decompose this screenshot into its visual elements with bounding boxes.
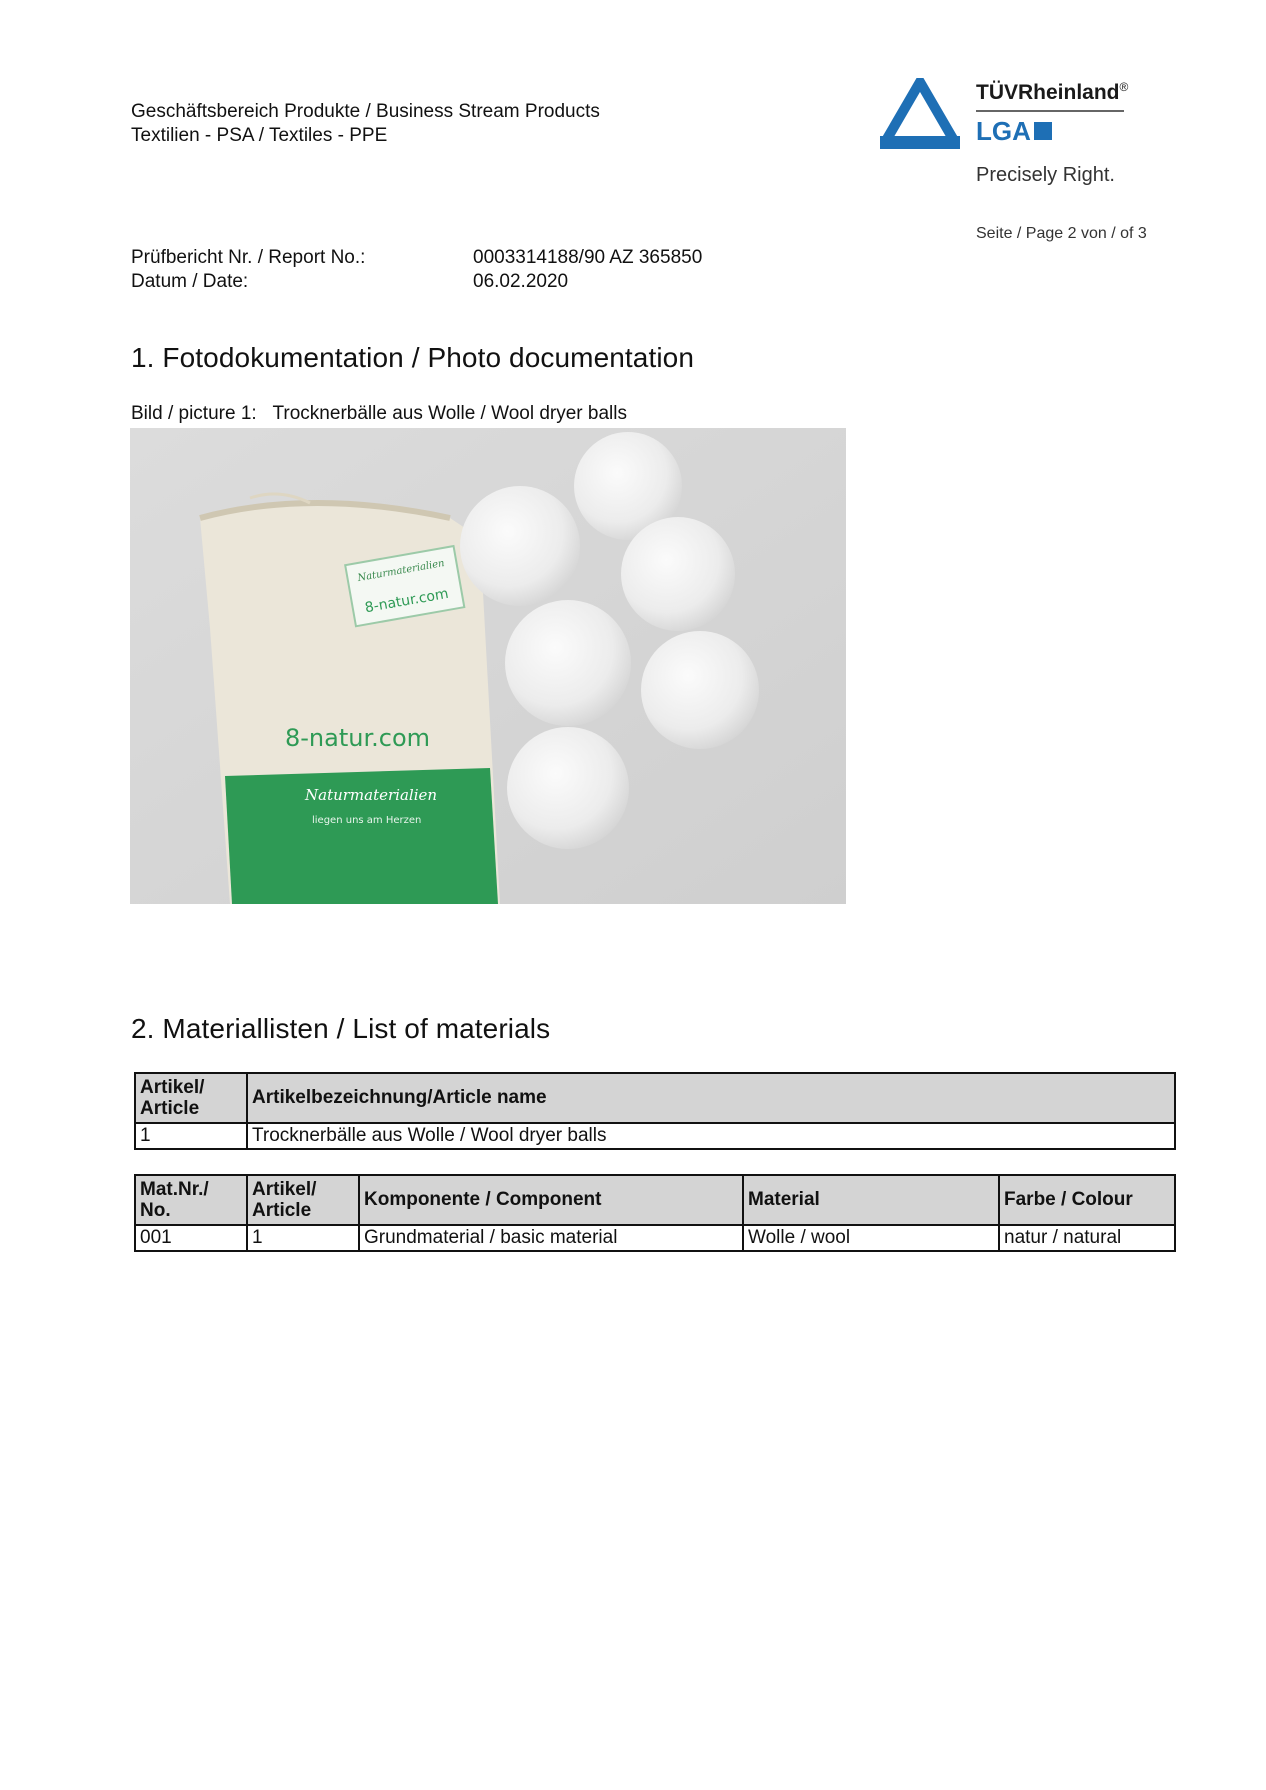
header-cell: Material bbox=[743, 1175, 999, 1225]
lga-label: LGA bbox=[976, 116, 1031, 146]
dryer-balls-photo bbox=[130, 428, 846, 904]
photo-caption bbox=[131, 403, 627, 425]
logo-divider bbox=[976, 110, 1124, 112]
tag-brand-text: 8-natur.com bbox=[363, 585, 450, 617]
report-value: 0003314188/90 AZ 365850 bbox=[473, 247, 703, 268]
table-header-row bbox=[135, 1073, 1175, 1123]
bag-brand-text: 8-natur.com bbox=[285, 724, 431, 752]
header-cell: Artikel/ Article bbox=[135, 1073, 247, 1123]
wool-ball bbox=[641, 631, 759, 749]
caption-text: Trocknerbälle aus Wolle / Wool dryer balls bbox=[272, 403, 627, 424]
report-label: Prüfbericht Nr. / Report No.: bbox=[131, 247, 366, 268]
tuv-logo bbox=[880, 74, 1150, 194]
wool-ball bbox=[507, 727, 629, 849]
division-line: Textilien - PSA / Textiles - PPE bbox=[131, 125, 388, 146]
tag-title-text: Naturmaterialien bbox=[356, 557, 446, 585]
date-value: 06.02.2020 bbox=[473, 271, 569, 292]
date-label: Datum / Date: bbox=[131, 271, 249, 292]
header-cell: Farbe / Colour bbox=[999, 1175, 1175, 1225]
band-title-text: Naturmaterialien bbox=[305, 786, 438, 804]
table-cell: 1 bbox=[135, 1123, 247, 1149]
caption-label: Bild / picture 1: bbox=[131, 403, 257, 424]
header-cell: Mat.Nr./ No. bbox=[135, 1175, 247, 1225]
materials-table bbox=[134, 1174, 1176, 1252]
table-cell: Wolle / wool bbox=[743, 1225, 999, 1251]
table-cell: Grundmaterial / basic material bbox=[359, 1225, 743, 1251]
table-cell: 001 bbox=[135, 1225, 247, 1251]
lga-square-icon bbox=[1034, 122, 1052, 140]
business-stream-line: Geschäftsbereich Produkte / Business Stream Products bbox=[131, 101, 600, 122]
section-photo-title: 1. Fotodokumentation / Photo documentation bbox=[131, 342, 695, 373]
header-cell: Artikelbezeichnung/Article name bbox=[247, 1073, 1175, 1123]
table-cell: Trocknerbälle aus Wolle / Wool dryer balls bbox=[247, 1123, 1175, 1149]
table-header-row bbox=[135, 1175, 1175, 1225]
wool-ball bbox=[460, 486, 580, 606]
table-cell: 1 bbox=[247, 1225, 359, 1251]
article-table bbox=[134, 1072, 1176, 1150]
table-row bbox=[135, 1123, 1175, 1149]
tuv-triangle-icon bbox=[880, 78, 960, 150]
wool-ball bbox=[505, 600, 631, 726]
logo-tagline: Precisely Right. bbox=[976, 164, 1115, 186]
table-row bbox=[135, 1225, 1175, 1251]
page-number: Seite / Page 2 von / of 3 bbox=[976, 225, 1147, 242]
section-materials-title: 2. Materiallisten / List of materials bbox=[131, 1013, 551, 1044]
header-cell: Komponente / Component bbox=[359, 1175, 743, 1225]
logo-brand: TÜVRheinland® bbox=[976, 80, 1129, 104]
header-cell: Artikel/ Article bbox=[247, 1175, 359, 1225]
band-sub-text: liegen uns am Herzen bbox=[312, 815, 422, 826]
table-cell: natur / natural bbox=[999, 1225, 1175, 1251]
wool-ball bbox=[621, 517, 735, 631]
